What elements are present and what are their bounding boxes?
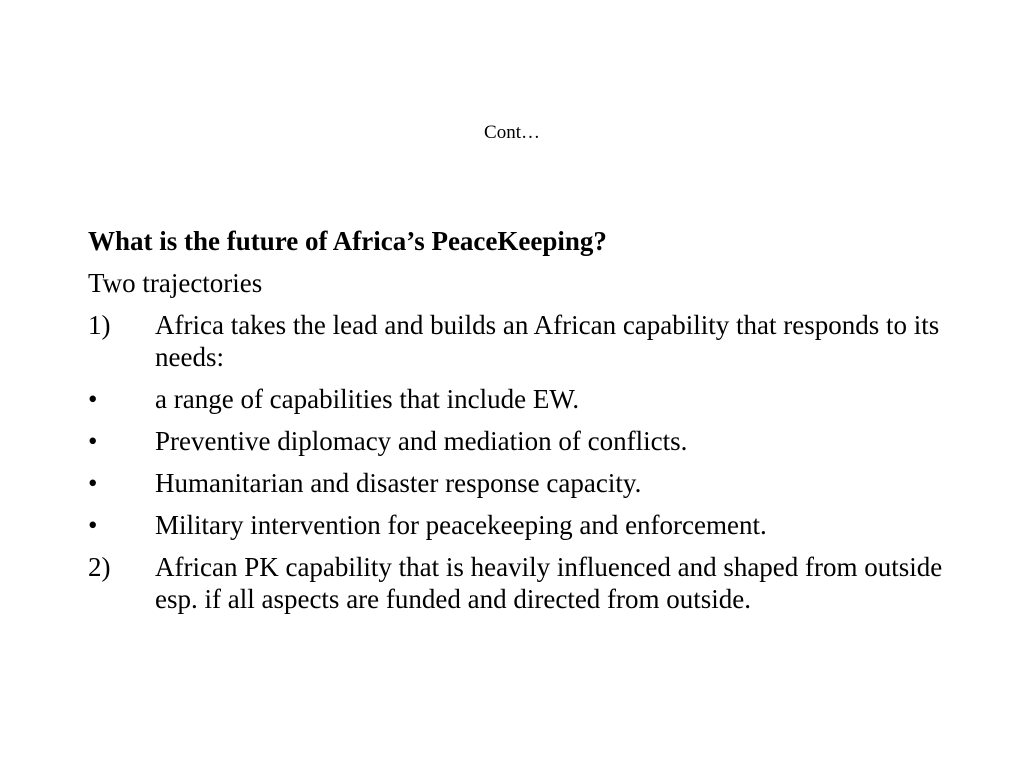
intro-text: Two trajectories	[88, 268, 263, 298]
list-item-text: Preventive diplomacy and mediation of conflicts.	[155, 426, 688, 456]
slide-body	[88, 225, 988, 625]
bullet-item-diplomacy	[88, 425, 988, 457]
bullet-icon: •	[88, 384, 98, 414]
list-item-text: Africa takes the lead and builds an African capability that responds to its needs:	[155, 310, 940, 372]
list-item-1	[88, 309, 988, 373]
bullet-item-military	[88, 509, 988, 541]
list-item-text: a range of capabilities that include EW.	[155, 384, 580, 414]
bullet-item-humanitarian	[88, 467, 988, 499]
list-item-text: African PK capability that is heavily influenced and shaped from outside esp. if all aspects are funded and directed from outside.	[155, 552, 943, 614]
bullet-icon: •	[88, 468, 98, 498]
bullet-item-ew	[88, 383, 988, 415]
bullet-icon: •	[88, 426, 98, 456]
slide-title: Cont…	[484, 122, 540, 143]
list-item-2	[88, 551, 988, 615]
bullet-icon: •	[88, 510, 98, 540]
slide-heading: What is the future of Africa’s PeaceKeeping?	[88, 226, 607, 256]
list-item-text: Humanitarian and disaster response capacity.	[155, 468, 642, 498]
list-marker: 2)	[88, 552, 111, 582]
list-marker: 1)	[88, 310, 111, 340]
list-item-text: Military intervention for peacekeeping and enforcement.	[155, 510, 767, 540]
